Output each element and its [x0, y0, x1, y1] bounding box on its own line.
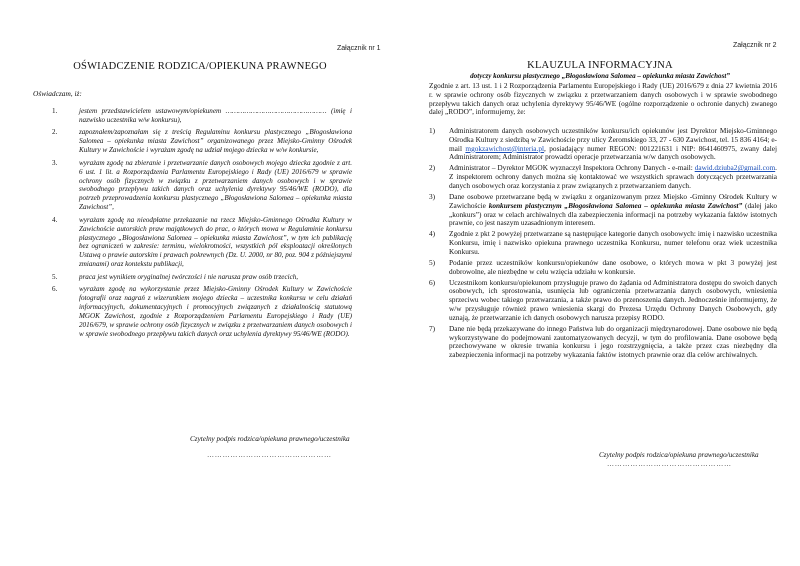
attachment-number: Załącznik nr 2: [733, 42, 777, 49]
clause-intro: Zgodnie z art. 13 ust. 1 i 2 Rozporządzenia Parlamentu Europejskiego i Rady (UE) 2016/679 z dnia 27 kwietnia 2016 r. w sprawie ochrony osób fizycznych w związku z przetwarzaniem danych osobowych i w sprawie swobodnego przepływu takich danych oraz uchylenia dyrektywy 95/46/WE (ogólne rozporządzenie o ochronie danych) zwanego dalej „RODO”, informujemy, że:: [429, 81, 777, 117]
list-item: 5) Podanie przez uczestników konkursu/opiekunów dane osobowe, o których mowa w pkt 3 powyżej jest dobrowolne, ale niezbędne w celu wzięcia udziału w konkursie.: [429, 257, 777, 276]
signature-label: Czytelny podpis rodzica/opiekuna prawnego/uczestnika: [190, 435, 350, 443]
clause-subtitle: dotyczy konkursu plastycznego „Błogosławiona Salomea – opiekunka miasta Zawichost”: [470, 72, 730, 80]
list-item: 2) Administrator – Dyrektor MGOK wyznaczył Inspektora Ochrony Danych - e-mail: dawid.dziuba2@gmail.com. Z inspektorem ochrony danych można się kontaktować we wszystkich sprawach dotyczących przetwarzania danych osobowych oraz korzystania z praw związanych z przetwarzaniem danych.: [429, 163, 777, 190]
list-item: 2. zapoznałem/zapoznałam się z treścią Regulaminu konkursu plastycznego „Błogosławiona Salomea – opiekunka miasta Zawichost” organizowanego przez Miejsko-Gminny Ośrodek Kultury w Zawichoście i wyrażam zgodę na udział mojego dziecka w w/w konkursie,: [52, 128, 352, 155]
list-item: 6. wyrażam zgodę na wykorzystanie przez Miejsko-Gminny Ośrodek Kultury w Zawichoście fotografii oraz nagrań z wizerunkiem mojego dziecka – uczestnika konkursu w celu działań informacyjnych, dokumentacyjnych i promocyjnych związanych z działalnością statutową MGOK Zawichost, zgodnie z Rozporządzeniem Parlamentu Europejskiego i Rady (UE) 2016/679, w sprawie ochrony osób fizycznych w związku z przetwarzaniem danych osobowych i w sprawie swobodnego przepływu takich danych oraz uchylenia dyrektywy 95/46/WE (RODO).: [52, 285, 352, 338]
signature-label: Czytelny podpis rodzica/opiekuna prawnego/uczestnika: [599, 451, 759, 459]
clause-title: KLAUZULA INFORMACYJNA: [527, 60, 673, 71]
list-item: 5. praca jest wynikiem oryginalnej twórczości i nie narusza praw osób trzecich,: [52, 272, 299, 281]
clause-list: [429, 127, 777, 362]
list-item: 4) Zgodnie z pkt 2 powyżej przetwarzane są następujące kategorie danych osobowych: imię i nazwisko uczestnika Konkursu, imię i nazwisko opiekuna prawnego uczestnika Konkursu, numer telefonu oraz wiek uczestnika Konkursu.: [429, 229, 777, 256]
list-item: 3. wyrażam zgodę na zbieranie i przetwarzanie danych osobowych mojego dziecka zgodnie z art. 6 ust. 1 lit. a Rozporządzenia Parlamentu Europejskiego i Rady (UE) 2016/679 w sprawie ochrony osób fizycznych w związku z przetwarzaniem danych osobowych i w sprawie swobodnego przepływu takich danych oraz uchylenia dyrektywy 95/46/WE (RODO), dla potrzeb przeprowadzenia konkursu plastycznego „Błogosławiona Salomea – opiekunka miasta Zawichost”,: [52, 158, 352, 212]
administrator-email-link[interactable]: mgokzawichost@interia.pl: [465, 143, 545, 153]
declaration-intro: Oświadczam, iż:: [33, 89, 82, 98]
attachment-2-page: [400, 0, 800, 566]
attachment-number: Załącznik nr 1: [337, 45, 381, 52]
list-item: 1. jestem przedstawicielem ustawowym/opiekunem ………………………………………… (imię i nazwisko uczestnika w/w konkursu),: [52, 107, 352, 124]
declaration-list: [52, 107, 352, 342]
list-item: 4. wyrażam zgodę na nieodpłatne przekazanie na rzecz Miejsko-Gminnego Ośrodka Kultury w Zawichoście autorskich praw majątkowych do prac, o których mowa w Regulaminie konkursu plastycznego „Błogosławiona Salomea – opiekunka miasta Zawichost”, w tym ich publikację bez ograniczeń w zakresie: terminu, wielokrotności, wszystkich pól eksploatacji określonych Ustawą o prawie autorskim i prawach pokrewnych (Dz. U. 2000, nr 80, poz. 904 z późniejszymi zmianami) oraz kontekstu publikacji,: [52, 215, 352, 269]
signature-line: …………………………………………: [207, 451, 332, 459]
declaration-title: OŚWIADCZENIE RODZICA/OPIEKUNA PRAWNEGO: [73, 61, 327, 72]
list-item: 7) Dane nie będą przekazywane do innego Państwa lub do organizacji międzynarodowej. Dane osobowe nie będą wykorzystywane do podejmowani zautomatyzowanych decyzji, w tym do profilowania. Dane osobowe będą przechowywane w okresie trwania konkursu i jego rozstrzygnięcia, a także przez czas niezbędny dla zabezpieczenia informacji na potrzeby wykazania faktów istotnych prawnie oraz dla celów archiwalnych.: [429, 323, 777, 360]
signature-line: …………………………………………: [607, 460, 732, 468]
list-item: 6) Uczestnikom konkursu/opiekunom przysługuje prawo do żądania od Administratora dostępu do swoich danych osobowych, ich sprostowania, usunięcia lub ograniczenia przetwarzania danych osobowych, wniesienia sprzeciwu wobec takiego przetwarzania, a także prawo do przenoszenia danych. Jednocześnie informujemy, że w/w przysługuje również prawo wniesienia skargi do Prezesa Urzędu Ochrony Danych Osobowych, gdy uznają, że przetwarzanie ich danych osobowych narusza przepisy RODO.: [429, 277, 777, 322]
list-item: 3) Dane osobowe przetwarzane będą w związku z organizowanym przez Miejsko -Gminny Ośrodek Kultury w Zawichoście konkursem plastycznym „Błogosławiona Salomea – opiekunka miasta Zawichost” (dalej jako „konkurs”) oraz w celach archiwalnych dla zabezpieczenia informacji na potrzeby wykazania faktów istotnych prawnie, co jest naszym uzasadnionym interesem.: [429, 191, 777, 228]
list-item: 1) Administratorem danych osobowych uczestników konkursu/ich opiekunów jest Dyrektor Miejsko-Gminnego Ośrodka Kultury z siedzibą w Zawichoście przy ulicy Żeromskiego 33, 27 - 630 Zawichost, tel. 15 836 4164; e-mail mgokzawichost@interia.pl, posiadający numer REGON: 001221631 i NIP: 8641460975, zwany dalej Administratorem; Administrator prowadzi operacje przetwarzania w/w danych osobowych.: [429, 126, 778, 162]
inspector-email-link[interactable]: dawid.dziuba2@gmail.com: [694, 163, 776, 173]
